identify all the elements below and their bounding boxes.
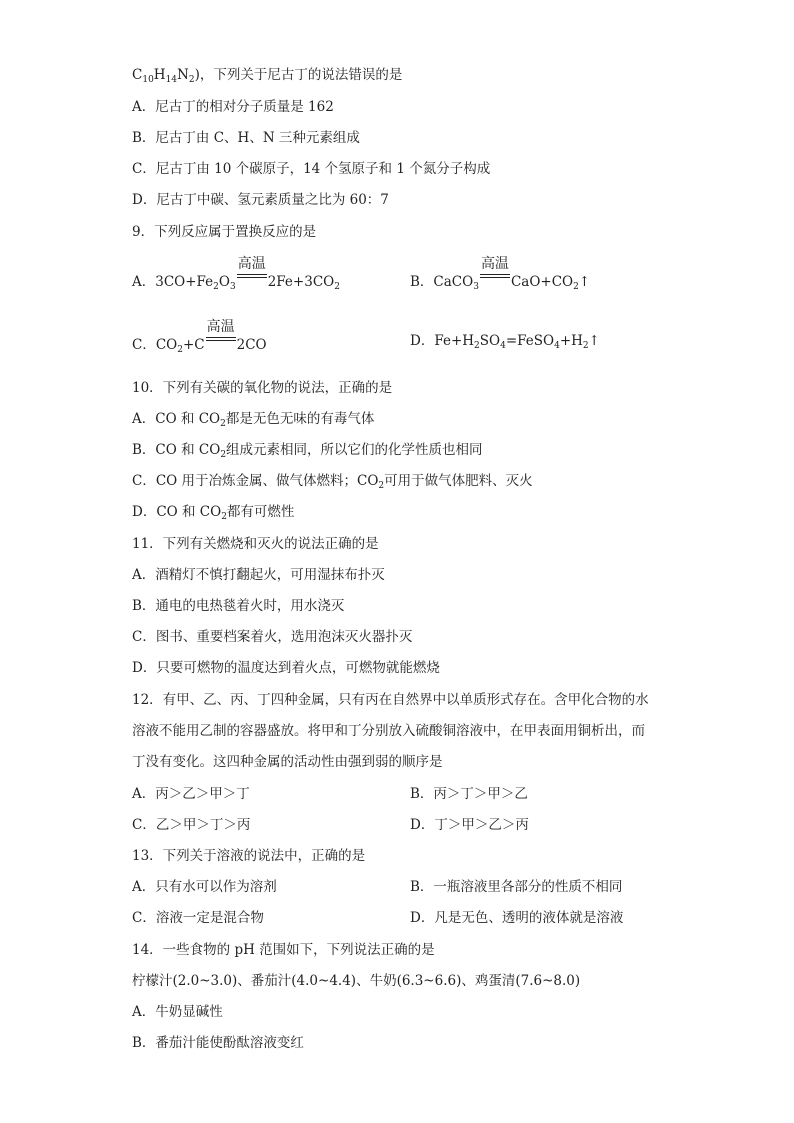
q11-option-c: C．图书、重要档案着火，选用泡沫灭火器扑灭 [132, 629, 413, 645]
q12-option-c: C．乙＞甲＞丁＞丙 [132, 817, 251, 833]
q14-stem: 14．一些食物的 pH 范围如下，下列说法正确的是 [132, 942, 435, 958]
q14-option-a: A．牛奶显碱性 [132, 1004, 223, 1020]
q12-stem-line3: 丁没有变化。这四种金属的活动性由强到弱的顺序是 [132, 754, 443, 770]
q12-stem-line1: 12．有甲、乙、丙、丁四种金属，只有丙在自然界中以单质形式存在。含甲化合物的水 [132, 692, 649, 708]
q9-option-c: C．$CO_2+C$ 高温 2CO [132, 319, 267, 355]
q13-option-b: B．一瓶溶液里各部分的性质不相同 [410, 879, 623, 895]
q11-option-d: D．只要可燃物的温度达到着火点，可燃物就能燃烧 [132, 660, 440, 676]
q9-option-d: D．$Fe+H_2SO_4=FeSO_4+H_2↑$ [410, 333, 600, 351]
q13-stem: 13．下列关于溶液的说法中，正确的是 [132, 848, 366, 864]
q9-option-b: B．CaCO$_3$ 高温 $CaO+CO_2↑$ [410, 256, 591, 292]
q8-option-d: D．尼古丁中碳、氢元素质量之比为 60：7 [132, 192, 389, 208]
q12-option-d: D．丁＞甲＞乙＞丙 [410, 817, 529, 833]
q12-option-b: B．丙＞丁＞甲＞乙 [410, 786, 528, 802]
q11-option-a: A．酒精灯不慎打翻起火，可用湿抹布扑灭 [132, 567, 385, 583]
q10-option-a: A．CO 和 $CO_2$都是无色无味的有毒气体 [132, 411, 375, 429]
q13-option-d: D．凡是无色、透明的液体就是溶液 [410, 910, 624, 926]
q10-stem: 10．下列有关碳的氧化物的说法，正确的是 [132, 380, 393, 396]
q12-stem-line2: 溶液不能用乙制的容器盛放。将甲和丁分别放入硫酸铜溶液中，在甲表面用铜析出，而 [132, 723, 645, 739]
reaction-condition-arrow: 高温 [480, 269, 510, 287]
q9-option-a: A．$3CO+Fe_2O_3$ 高温 $2Fe+3CO_2$ [132, 256, 340, 292]
q11-option-b: B．通电的电热毯着火时，用水浇灭 [132, 598, 345, 614]
q10-option-b: B．CO 和 $CO_2$组成元素相同，所以它们的化学性质也相同 [132, 442, 483, 460]
q13-option-a: A．只有水可以作为溶剂 [132, 879, 277, 895]
q14-option-b: B．番茄汁能使酚酞溶液变红 [132, 1035, 304, 1051]
reaction-condition-arrow: 高温 [206, 332, 236, 350]
q10-option-d: D．CO 和 $CO_2$都有可燃性 [132, 504, 295, 522]
q10-option-c: C．CO 用于冶炼金属、做气体燃料；$CO_2$可用于做气体肥料、灭火 [132, 473, 533, 491]
reaction-condition-arrow: 高温 [237, 269, 267, 287]
q11-stem: 11．下列有关燃烧和灭火的说法正确的是 [132, 536, 379, 552]
gas-up-arrow: ↑ [578, 274, 591, 290]
q8-option-b: B．尼古丁由 C、H、N 三种元素组成 [132, 130, 360, 146]
q8-stem-tail: $C_{10}H_{14}N_2$)，下列关于尼古丁的说法错误的是 [132, 67, 403, 85]
q8-option-c: C．尼古丁由 10 个碳原子，14 个氢原子和 1 个氮分子构成 [132, 161, 491, 177]
q8-option-a: A．尼古丁的相对分子质量是 162 [132, 99, 334, 115]
q12-option-a: A．丙＞乙＞甲＞丁 [132, 786, 250, 802]
gas-up-arrow: ↑ [588, 333, 600, 349]
q14-ph-data: 柠檬汁(2.0~3.0)、番茄汁(4.0~4.4)、牛奶(6.3~6.6)、鸡蛋清(7.6~8.0) [132, 973, 581, 989]
q13-option-c: C．溶液一定是混合物 [132, 910, 264, 926]
q9-stem: 9．下列反应属于置换反应的是 [132, 224, 317, 240]
